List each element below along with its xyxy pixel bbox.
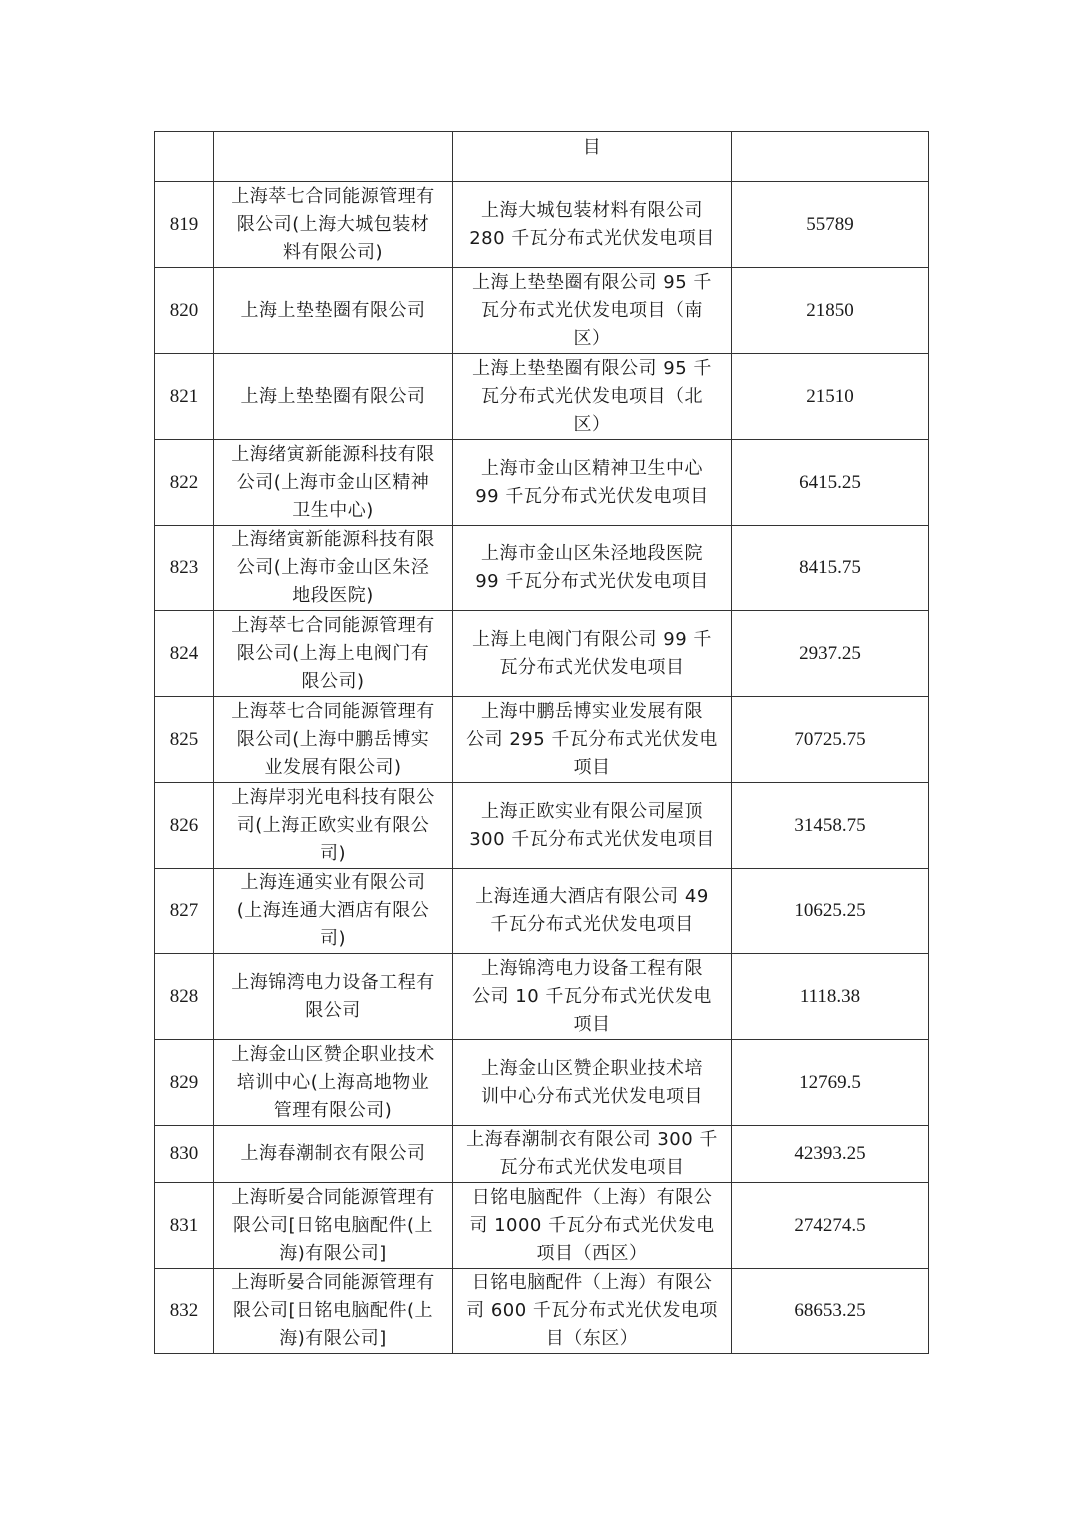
company-line: 上海绪寅新能源科技有限 bbox=[231, 443, 435, 465]
company-line: 海)有限公司] bbox=[279, 1328, 387, 1349]
cell-company bbox=[214, 132, 453, 182]
company-line: 上海昕晏合同能源管理有 bbox=[231, 1186, 435, 1208]
cell-no: 829 bbox=[155, 1040, 214, 1126]
company-line: 上海萃七合同能源管理有 bbox=[231, 700, 435, 722]
cell-company bbox=[214, 526, 453, 611]
cell-no: 826 bbox=[155, 783, 214, 869]
company-line: 上海萃七合同能源管理有 bbox=[231, 185, 435, 207]
company-line: 限公司[日铭电脑配件(上 bbox=[232, 1300, 434, 1321]
cell-company bbox=[214, 697, 453, 783]
company-line: 海)有限公司] bbox=[279, 1242, 387, 1264]
company-line: 料有限公司) bbox=[282, 241, 384, 263]
company-line: 限公司(上海中鹏岳博实 bbox=[236, 728, 430, 750]
project-line: 区） bbox=[573, 327, 611, 349]
cell-amount: 2937.25 bbox=[732, 611, 929, 697]
project-line: 上海上垫垫圈有限公司 95 千 bbox=[472, 357, 712, 379]
cell-no: 821 bbox=[155, 354, 214, 440]
table-row bbox=[155, 526, 929, 611]
table-row bbox=[155, 1126, 929, 1183]
cell-company bbox=[214, 440, 453, 526]
cell-project bbox=[453, 526, 732, 611]
project-line: 瓦分布式光伏发电项目（南 bbox=[481, 299, 703, 321]
project-line: 公司 295 千瓦分布式光伏发电 bbox=[466, 728, 718, 750]
cell-no: 831 bbox=[155, 1183, 214, 1269]
company-line: 限公司(上海大城包装材 bbox=[236, 213, 430, 235]
cell-no: 832 bbox=[155, 1269, 214, 1354]
table-row bbox=[155, 869, 929, 954]
project-line: 瓦分布式光伏发电项目 bbox=[499, 1157, 685, 1178]
cell-amount: 8415.75 bbox=[732, 526, 929, 611]
project-line: 训中心分布式光伏发电项目 bbox=[481, 1085, 703, 1107]
table-body bbox=[155, 132, 929, 1354]
cell-company bbox=[214, 869, 453, 954]
cell-amount: 68653.25 bbox=[732, 1269, 929, 1354]
cell-project bbox=[453, 1269, 732, 1354]
project-line: 上海金山区赞企职业技术培 bbox=[481, 1057, 703, 1079]
project-line: 上海上电阀门有限公司 99 千 bbox=[472, 628, 712, 650]
company-line: (上海连通大酒店有限公 bbox=[236, 900, 430, 921]
company-line: 限公司) bbox=[301, 670, 365, 692]
project-line: 上海市金山区精神卫生中心 bbox=[481, 457, 703, 479]
cell-project bbox=[453, 783, 732, 869]
cell-company bbox=[214, 783, 453, 869]
company-line: 培训中心(上海高地物业 bbox=[236, 1071, 430, 1093]
cell-amount: 42393.25 bbox=[732, 1126, 929, 1183]
company-line: 公司(上海市金山区精神 bbox=[236, 471, 430, 493]
project-line: 项目（西区） bbox=[536, 1242, 648, 1264]
project-line: 项目 bbox=[573, 1013, 611, 1035]
project-line: 千瓦分布式光伏发电项目 bbox=[490, 914, 694, 935]
cell-no bbox=[155, 132, 214, 182]
cell-project bbox=[453, 1126, 732, 1183]
project-line: 上海中鹏岳博实业发展有限 bbox=[481, 700, 703, 722]
continuation-row bbox=[155, 132, 929, 182]
cell-amount: 70725.75 bbox=[732, 697, 929, 783]
cell-no: 824 bbox=[155, 611, 214, 697]
table-row bbox=[155, 182, 929, 268]
cell-no: 830 bbox=[155, 1126, 214, 1183]
cell-amount: 274274.5 bbox=[732, 1183, 929, 1269]
cell-amount: 12769.5 bbox=[732, 1040, 929, 1126]
cell-amount: 31458.75 bbox=[732, 783, 929, 869]
project-line: 瓦分布式光伏发电项目 bbox=[499, 656, 685, 678]
company-line: 限公司(上海上电阀门有 bbox=[236, 642, 430, 664]
cell-project bbox=[453, 1183, 732, 1269]
cell-project bbox=[453, 954, 732, 1040]
cell-amount: 21510 bbox=[732, 354, 929, 440]
company-line: 公司(上海市金山区朱泾 bbox=[236, 557, 430, 578]
company-line: 上海昕晏合同能源管理有 bbox=[231, 1272, 435, 1293]
project-line: 日铭电脑配件（上海）有限公 bbox=[471, 1272, 713, 1293]
project-line: 上海上垫垫圈有限公司 95 千 bbox=[472, 271, 712, 293]
cell-project bbox=[453, 268, 732, 354]
table-row bbox=[155, 611, 929, 697]
project-line: 上海市金山区朱泾地段医院 bbox=[481, 543, 703, 564]
cell-amount: 10625.25 bbox=[732, 869, 929, 954]
cell-project bbox=[453, 132, 732, 182]
company-line: 上海春潮制衣有限公司 bbox=[240, 1143, 426, 1164]
cell-no: 827 bbox=[155, 869, 214, 954]
project-line: 上海连通大酒店有限公司 49 bbox=[475, 886, 709, 907]
table-row bbox=[155, 440, 929, 526]
table-row bbox=[155, 783, 929, 869]
cell-amount bbox=[732, 132, 929, 182]
company-line: 卫生中心) bbox=[292, 499, 374, 521]
cell-company bbox=[214, 1269, 453, 1354]
company-line: 业发展有限公司) bbox=[264, 756, 402, 778]
project-line: 99 千瓦分布式光伏发电项目 bbox=[475, 571, 709, 592]
cell-no: 820 bbox=[155, 268, 214, 354]
table-row bbox=[155, 354, 929, 440]
project-line: 瓦分布式光伏发电项目（北 bbox=[481, 385, 703, 407]
cell-amount: 6415.25 bbox=[732, 440, 929, 526]
cell-company bbox=[214, 611, 453, 697]
project-line: 300 千瓦分布式光伏发电项目 bbox=[469, 828, 715, 850]
cell-project bbox=[453, 869, 732, 954]
project-line: 司 1000 千瓦分布式光伏发电 bbox=[469, 1214, 715, 1236]
cell-project bbox=[453, 1040, 732, 1126]
project-line: 上海锦湾电力设备工程有限 bbox=[481, 957, 703, 979]
project-line: 99 千瓦分布式光伏发电项目 bbox=[475, 485, 709, 507]
project-line: 上海大城包装材料有限公司 bbox=[481, 199, 703, 221]
project-line: 目（东区） bbox=[545, 1328, 639, 1349]
cell-amount: 55789 bbox=[732, 182, 929, 268]
cell-no: 822 bbox=[155, 440, 214, 526]
company-line: 上海萃七合同能源管理有 bbox=[231, 614, 435, 636]
table-row bbox=[155, 1040, 929, 1126]
cell-no: 825 bbox=[155, 697, 214, 783]
company-line: 限公司[日铭电脑配件(上 bbox=[232, 1214, 434, 1236]
company-line: 限公司 bbox=[305, 999, 361, 1021]
company-line: 上海上垫垫圈有限公司 bbox=[240, 299, 426, 321]
project-line: 司 600 千瓦分布式光伏发电项 bbox=[466, 1300, 718, 1321]
cell-project bbox=[453, 611, 732, 697]
cell-amount: 1118.38 bbox=[732, 954, 929, 1040]
project-line: 项目 bbox=[573, 756, 611, 778]
cell-company bbox=[214, 954, 453, 1040]
company-line: 管理有限公司) bbox=[273, 1099, 393, 1121]
cell-company bbox=[214, 182, 453, 268]
cell-company bbox=[214, 1183, 453, 1269]
cell-project bbox=[453, 182, 732, 268]
project-line: 280 千瓦分布式光伏发电项目 bbox=[469, 227, 715, 249]
company-line: 上海上垫垫圈有限公司 bbox=[240, 385, 426, 407]
project-line: 上海正欧实业有限公司屋顶 bbox=[481, 800, 703, 822]
company-line: 司) bbox=[319, 842, 347, 864]
table-row bbox=[155, 268, 929, 354]
cell-no: 828 bbox=[155, 954, 214, 1040]
table-row bbox=[155, 1183, 929, 1269]
cell-project bbox=[453, 354, 732, 440]
table-row bbox=[155, 697, 929, 783]
cell-company bbox=[214, 268, 453, 354]
cell-company bbox=[214, 1040, 453, 1126]
cell-no: 823 bbox=[155, 526, 214, 611]
cell-no: 819 bbox=[155, 182, 214, 268]
project-line: 公司 10 千瓦分布式光伏发电 bbox=[472, 985, 712, 1007]
company-line: 上海岸羽光电科技有限公 bbox=[231, 786, 435, 808]
subsidy-table bbox=[154, 131, 929, 1354]
company-line: 上海锦湾电力设备工程有 bbox=[231, 971, 435, 993]
project-line: 区） bbox=[573, 413, 611, 435]
company-line: 上海金山区赞企职业技术 bbox=[231, 1043, 435, 1065]
cell-project bbox=[453, 440, 732, 526]
company-line: 上海绪寅新能源科技有限 bbox=[231, 529, 435, 550]
company-line: 地段医院) bbox=[292, 585, 374, 606]
cell-company bbox=[214, 354, 453, 440]
table-row bbox=[155, 1269, 929, 1354]
project-line: 上海春潮制衣有限公司 300 千 bbox=[466, 1129, 718, 1150]
cell-project bbox=[453, 697, 732, 783]
company-line: 司) bbox=[319, 928, 347, 949]
table-row bbox=[155, 954, 929, 1040]
cell-project-text: 目 bbox=[582, 137, 602, 158]
cell-company bbox=[214, 1126, 453, 1183]
project-line: 日铭电脑配件（上海）有限公 bbox=[471, 1186, 713, 1208]
company-line: 上海连通实业有限公司 bbox=[240, 872, 426, 893]
cell-amount: 21850 bbox=[732, 268, 929, 354]
company-line: 司(上海正欧实业有限公 bbox=[236, 814, 430, 836]
